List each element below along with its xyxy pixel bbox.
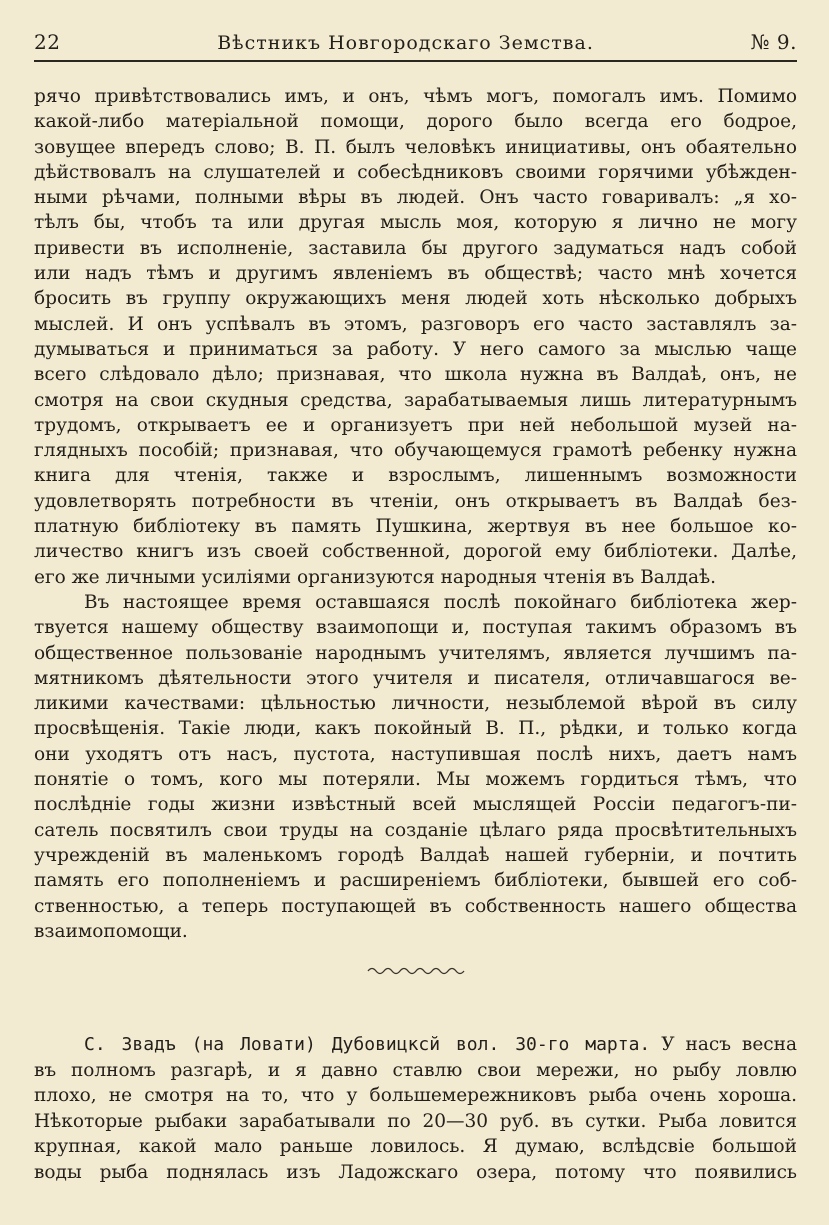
text-line: плохо, не смотря на то, что у большемережниковъ рыба очень хороша.: [34, 1085, 797, 1107]
text-line: учрежденій въ маленькомъ городѣ Валдаѣ нашей губерніи, и почтить: [34, 844, 797, 866]
text-line: мыслей. И онъ успѣвалъ въ этомъ, разговоръ его часто заставлялъ за-: [34, 313, 797, 335]
text-line: смотря на свои скудныя средства, зарабатываемыя лишь литературнымъ: [34, 389, 797, 411]
text-line: понятіе о томъ, кого мы потеряли. Мы можемъ гордиться тѣмъ, что: [34, 769, 797, 791]
text-line: въ полномъ разгарѣ, и я давно ставлю свои мережи, но рыбу ловлю: [34, 1059, 797, 1081]
text-line: всего слѣдовало дѣло; признавая, что школа нужна въ Валдаѣ, онъ, не: [34, 364, 797, 386]
text-line: его же личными усиліями организуются народныя чтенія въ Валдаѣ.: [34, 566, 717, 588]
text-line: общественное пользованіе народнымъ учителямъ, является лучшимъ па-: [34, 642, 797, 664]
wavy-line-icon: [366, 963, 466, 977]
report-first-line-rest: У насъ весна: [661, 1034, 797, 1056]
text-line: твуется нашему обществу взаимопощи и, поступая такимъ образомъ въ: [34, 617, 797, 639]
text-line: бросить въ группу окружающихъ меня людей хоть нѣсколько добрыхъ: [34, 288, 797, 310]
text-line: ликими качествами: цѣльностью личности, незыблемой вѣрой въ силу: [34, 693, 797, 715]
text-line: зовущее впередъ слово; В. П. былъ человѣкъ инициативы, онъ обаятельно: [34, 136, 797, 158]
text-line: или надъ тѣмъ и другимъ явленіемъ въ обществѣ; часто мнѣ хочется: [34, 263, 797, 285]
report-body: [34, 1058, 797, 1186]
running-header: [34, 30, 797, 62]
text-line: просвѣщенія. Такіе люди, какъ покойный В. П., рѣдки, и только когда: [34, 718, 797, 740]
text-line: крупная, какой мало раньше ловилось. Я думаю, вслѣдсвіе большой: [34, 1136, 797, 1158]
text-line: взаимопомощи.: [34, 920, 188, 942]
report-dateline: С. Звадъ (на Ловати) Дубовицксй вол. 30-го марта.: [84, 1034, 651, 1056]
text-line: ными рѣчами, полными вѣры въ людей. Онъ часто говаривалъ: „я хо-: [34, 187, 797, 209]
text-line: привести въ исполненіе, заставила бы другого задуматься надъ собой: [34, 237, 797, 259]
text-line: личество книгъ изъ своей собственной, дорогой ему библіотеки. Далѣе,: [34, 541, 797, 563]
paragraph-1: [34, 84, 797, 590]
text-line: тѣлъ бы, чтобъ та или другая мысль моя, которую я лично не могу: [34, 212, 797, 234]
text-line: память его пополненіемъ и расширеніемъ библіотеки, бывшей его соб-: [34, 870, 797, 892]
text-line: удовлетворять потребности въ чтеніи, онъ открываетъ въ Валдаѣ без-: [34, 490, 797, 512]
paragraph-2: [34, 590, 797, 944]
text-line: мятникомъ дѣятельности этого учителя и писателя, отличавшагося ве-: [34, 667, 797, 689]
text-line: Въ настоящее время оставшаяся послѣ покойнаго библіотека жер-: [84, 591, 797, 613]
text-line: послѣдніе годы жизни извѣстный всей мыслящей Россіи педагогъ-пи-: [34, 794, 797, 816]
text-line: книга для чтенія, также и взрослымъ, лишеннымъ возможности: [34, 465, 797, 487]
text-line: думываться и приниматься за работу. У него самого за мыслью чаще: [34, 338, 797, 360]
text-line: платную библіотеку въ память Пушкина, жертвуя въ нее большое ко-: [34, 516, 797, 538]
text-line: какой-либо матеріальной помощи, дорого было всегда его бодрое,: [34, 111, 797, 133]
text-line: Нѣкоторые рыбаки зарабатывали по 20—30 руб. въ сутки. Рыба ловится: [34, 1110, 797, 1132]
text-line: они уходятъ отъ насъ, пустота, наступившая послѣ нихъ, даетъ намъ: [34, 743, 797, 765]
journal-title: Вѣстникъ Новгородскаго Земства.: [217, 32, 594, 54]
text-line: воды рыба поднялась изъ Ладожскаго озера, потому что появились: [34, 1162, 797, 1184]
section-divider-ornament: [34, 962, 797, 982]
text-line: дѣйствовалъ на слушателей и собесѣдниковъ своими горячими убѣжден-: [34, 161, 797, 183]
text-line: рячо привѣтствовались имъ, и онъ, чѣмъ могъ, помогалъ имъ. Помимо: [34, 86, 797, 107]
text-line: сатель посвятилъ свои труды на созданіе цѣлаго ряда просвѣтительныхъ: [34, 819, 797, 841]
text-line: ственностью, а теперь поступающей въ собственность нашего общества: [34, 895, 797, 917]
report-first-line: [34, 1032, 797, 1058]
issue-number: № 9.: [750, 30, 797, 54]
text-line: глядныхъ пособій; признавая, что обучающемуся грамотѣ ребенку нужна: [34, 440, 797, 462]
text-line: трудомъ, открываетъ ее и организуетъ при ней небольшой музей на-: [34, 414, 797, 436]
page-number: 22: [34, 30, 61, 54]
report-section: [34, 1032, 797, 1186]
